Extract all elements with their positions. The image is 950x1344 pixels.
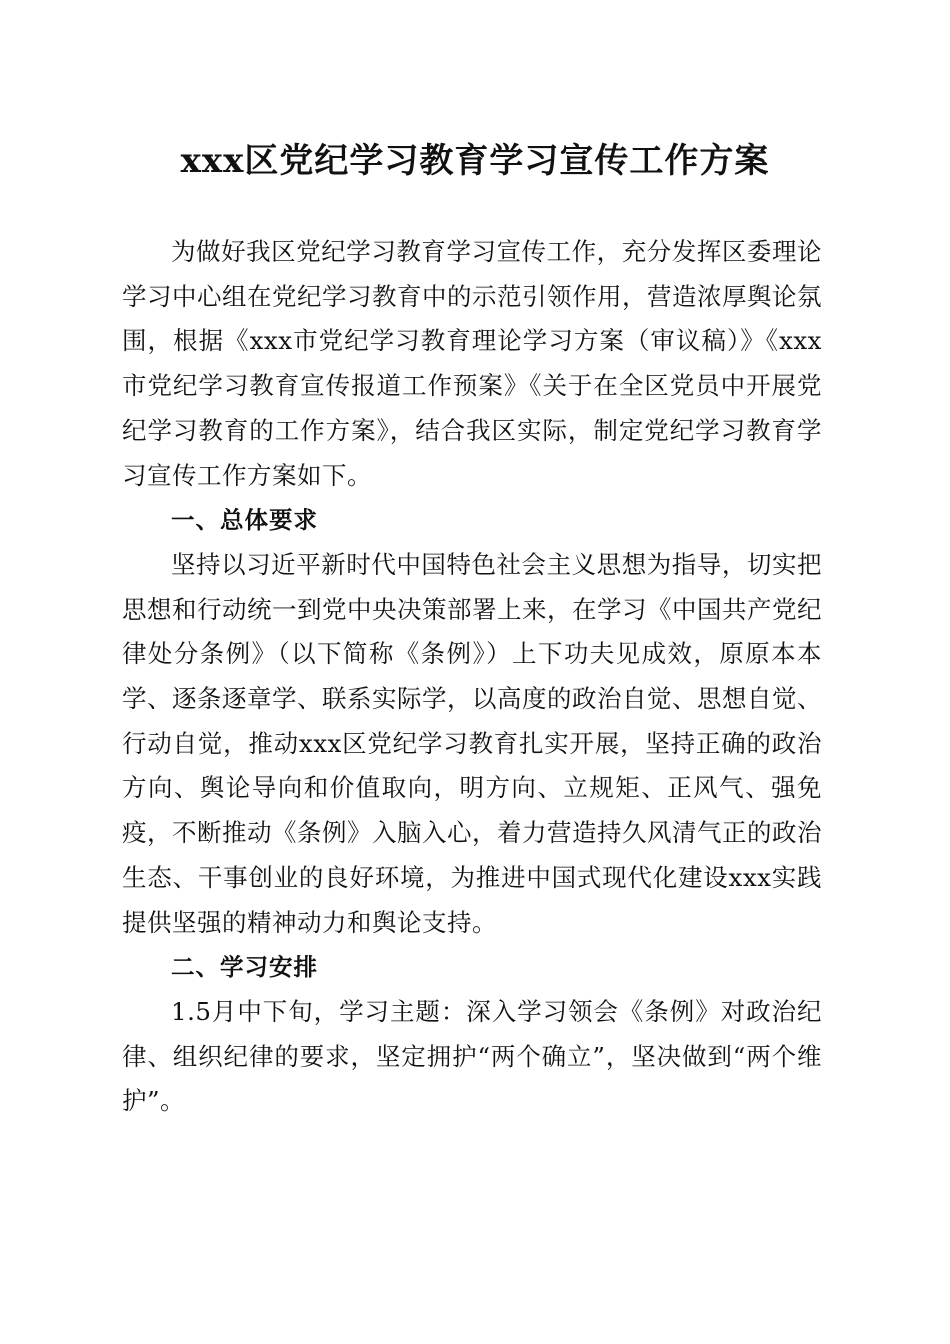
document-body: [122, 230, 822, 1124]
general-requirements-paragraph: 坚持以习近平新时代中国特色社会主义思想为指导，切实把思想和行动统一到党中央决策部署上来，在学习《中国共产党纪律处分条例》（以下简称《条例》）上下功夫见成效，原原本本学、逐条逐章学、联系实际学，以高度的政治自觉、思想自觉、行动自觉，推动xxx区党纪学习教育扎实开展，坚持正确的政治方向、舆论导向和价值取向，明方向、立规矩、正风气、强免疫，不断推动《条例》入脑入心，着力营造持久风清气正的政治生态、干事创业的良好环境，为推进中国式现代化建设xxx实践提供坚强的精神动力和舆论支持。: [122, 549, 822, 937]
section-heading-general-requirements: 一、总体要求: [171, 506, 318, 535]
section-heading-study-arrangement: 二、学习安排: [171, 953, 318, 982]
intro-paragraph: 为做好我区党纪学习教育学习宣传工作，充分发挥区委理论学习中心组在党纪学习教育中的示范引领作用，营造浓厚舆论氛围，根据《xxx市党纪学习教育理论学习方案（审议稿）》《xxx市党纪学习教育宣传报道工作预案》《关于在全区党员中开展党纪学习教育的工作方案》，结合我区实际，制定党纪学习教育学习宣传工作方案如下。: [122, 237, 822, 490]
document-title: xxx区党纪学习教育学习宣传工作方案: [180, 141, 770, 181]
study-arrangement-item-1: 1.5月中下旬，学习主题：深入学习领会《条例》对政治纪律、组织纪律的要求，坚定拥护“两个确立”，坚决做到“两个维护”。: [122, 996, 822, 1116]
